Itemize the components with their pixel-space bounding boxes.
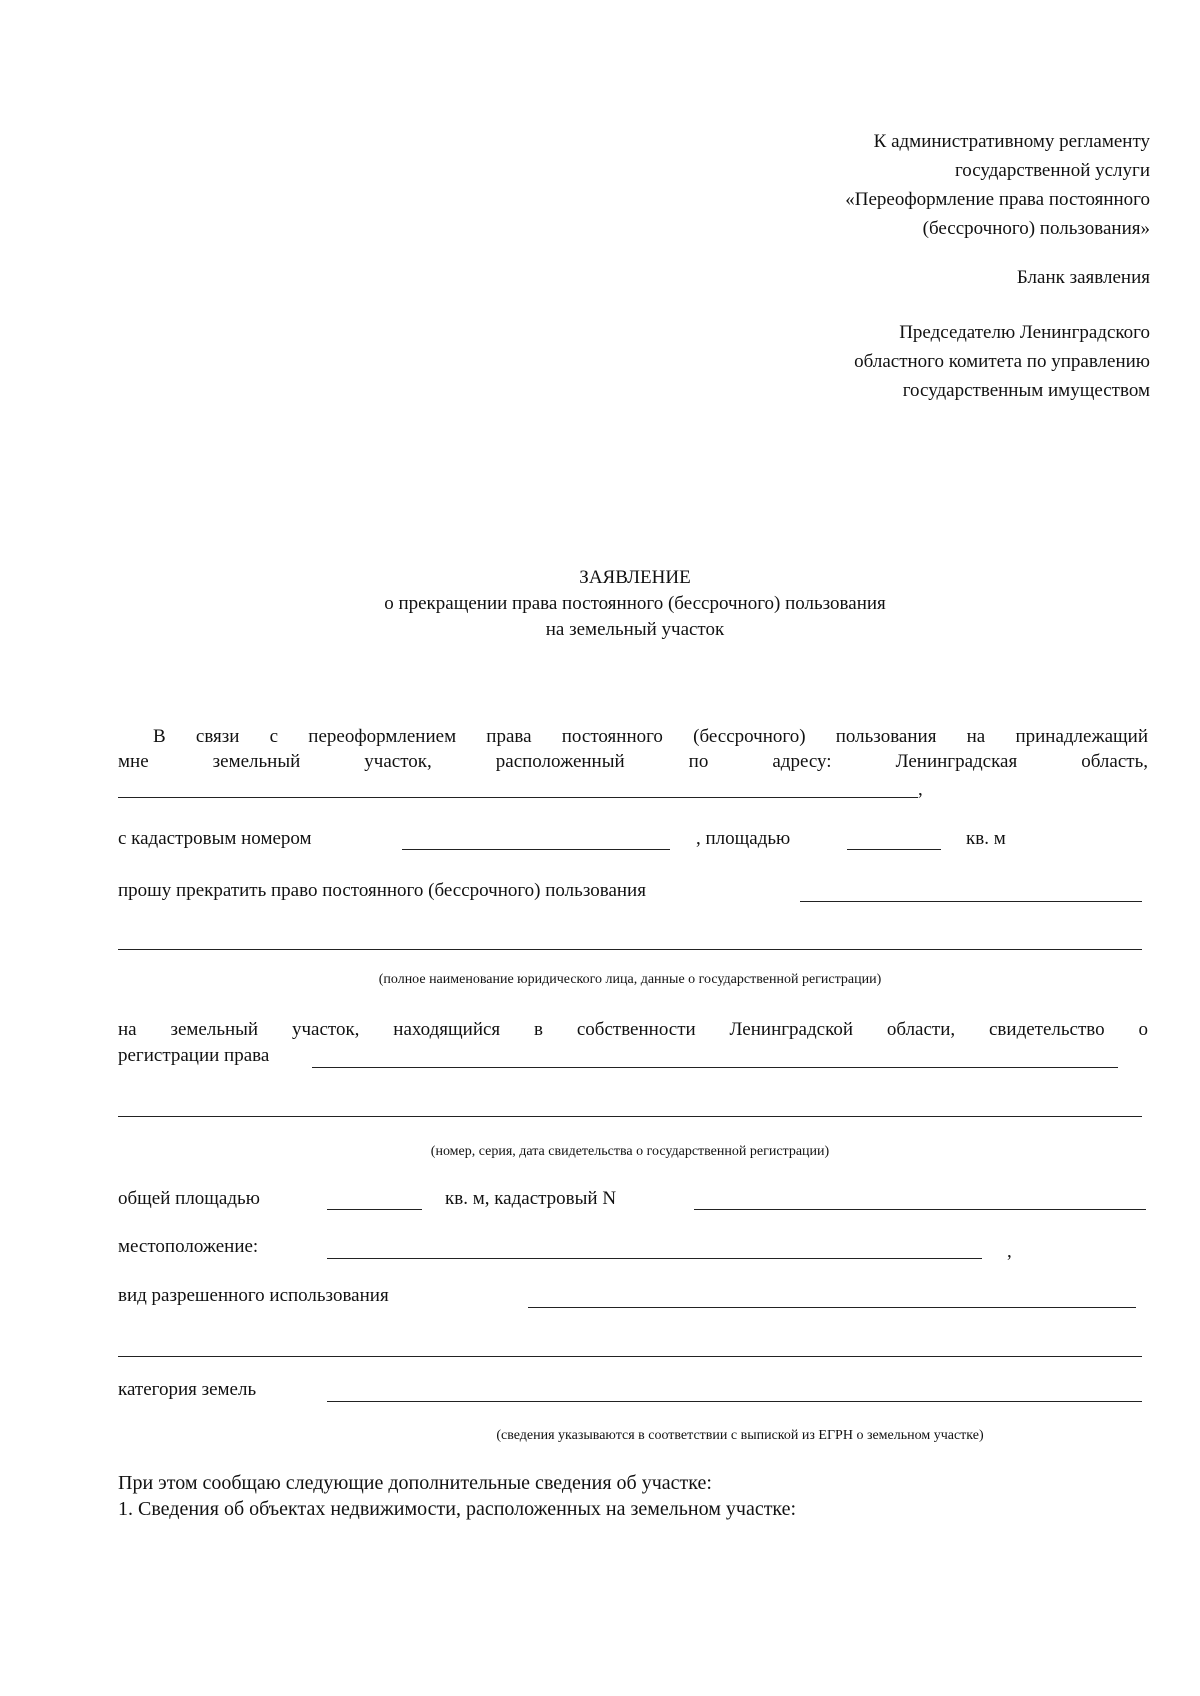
title-sub-1: о прекращении права постоянного (бессрочного) пользования	[384, 593, 886, 614]
document-title	[0, 565, 1200, 643]
intro-line-2: мне земельный участок, расположенный по адресу: Ленинградская область,	[118, 751, 1148, 772]
intro-line-1: В связи с переоформлением права постоянного (бессрочного) пользования на принадлежащий	[153, 726, 1148, 747]
ownership-line-1: на земельный участок, находящийся в собственности Ленинградской области, свидетельство о	[118, 1019, 1148, 1040]
addressee-line-1: Председателю Ленинградского	[899, 322, 1150, 343]
location-field[interactable]	[327, 1258, 982, 1259]
permitted-use-field-1[interactable]	[528, 1307, 1136, 1308]
request-field-1[interactable]	[800, 901, 1142, 902]
sqm-cadastral-label: кв. м, кадастровый N	[445, 1188, 617, 1209]
form-label: Бланк заявления	[1016, 267, 1150, 288]
sqm-label: кв. м	[966, 828, 1006, 849]
regulation-line-1: К административному регламенту	[873, 131, 1150, 152]
regulation-line-4: (бессрочного) пользования»	[922, 218, 1150, 239]
additional-info: При этом сообщаю следующие дополнительные сведения об участке:	[118, 1472, 712, 1494]
item-1: 1. Сведения об объектах недвижимости, расположенных на земельном участке:	[118, 1498, 797, 1520]
title-main: ЗАЯВЛЕНИЕ	[579, 567, 691, 588]
land-category-label: категория земель	[118, 1379, 257, 1400]
location-comma: ,	[1007, 1241, 1012, 1262]
cadastral-label: с кадастровым номером	[118, 828, 312, 849]
area-field[interactable]	[847, 849, 941, 850]
cadastral-number-field[interactable]	[402, 849, 670, 850]
permitted-use-field-2[interactable]	[118, 1356, 1142, 1357]
title-sub-2: на земельный участок	[545, 619, 725, 640]
certificate-field-2[interactable]	[118, 1116, 1142, 1117]
caption-entity: (полное наименование юридического лица, данные о государственной регистрации)	[378, 972, 882, 987]
regulation-line-3: «Переоформление права постоянного	[845, 189, 1150, 210]
certificate-field-1[interactable]	[312, 1067, 1118, 1068]
area-label: , площадью	[696, 828, 791, 849]
total-area-label: общей площадью	[118, 1188, 260, 1209]
ownership-line-2: регистрации права	[118, 1045, 270, 1066]
addressee-line-2: областного комитета по управлению	[854, 351, 1150, 372]
request-label: прошу прекратить право постоянного (бессрочного) пользования	[118, 880, 646, 901]
caption-certificate: (номер, серия, дата свидетельства о государственной регистрации)	[430, 1144, 830, 1159]
request-field-2[interactable]	[118, 949, 1142, 950]
caption-egrn: (сведения указываются в соответствии с выпиской из ЕГРН о земельном участке)	[496, 1428, 984, 1443]
addressee-line-3: государственным имуществом	[902, 380, 1150, 401]
permitted-use-label: вид разрешенного использования	[118, 1285, 389, 1306]
address-comma: ,	[918, 779, 923, 800]
regulation-reference	[845, 127, 1150, 243]
cadastral-n-field[interactable]	[694, 1209, 1146, 1210]
address-field[interactable]	[118, 797, 918, 798]
land-category-field[interactable]	[327, 1401, 1142, 1402]
addressee	[854, 318, 1150, 405]
location-label: местоположение:	[118, 1236, 259, 1257]
regulation-line-2: государственной услуги	[954, 160, 1150, 181]
total-area-field[interactable]	[327, 1209, 422, 1210]
